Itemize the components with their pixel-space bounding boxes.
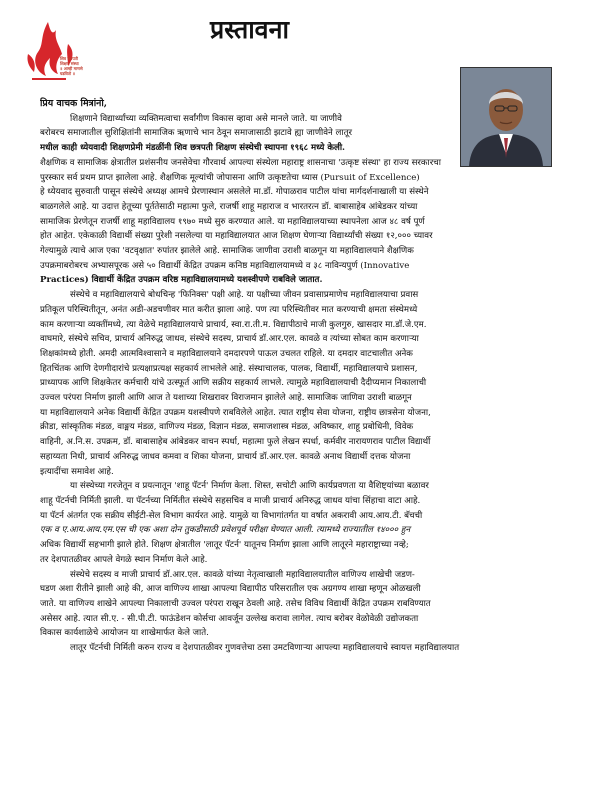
body-line: वाघमारे, संस्थेचे सचिव, प्राचार्य अनिरुद्ध जाधव, संस्थेचे सदस्य, प्राचार्य डॉ.आर.एल. कावळे व त्यांच्या सोबत काम करणाऱ्या xyxy=(40,334,419,345)
body-line: प्रतिकूल परिस्थितीतून, अनंत अडी-अडचणीवर मात करीत झाला आहे. पण त्या परिस्थितीवर मात करण्याची क्षमता संस्थेमध्ये xyxy=(40,304,418,315)
body-line: असेसर आहे. त्यात सी.ए. - सी.पी.टी. फाऊंडेशन कोर्सचा आवर्जून उल्लेख करावा लागेल. त्याच बरोबर वेळोवेळी उद्योजकता xyxy=(40,613,419,624)
body-line: इत्यादींचा समावेश आहे. xyxy=(40,466,114,477)
body-line: एक व ए.आय.आय.एम.एस ची एक अशा दोन तुकडीसाठी प्रवेशपूर्व परीक्षा घेण्यात आली. त्यामध्ये राज्यातील १४००० हुन xyxy=(40,525,411,536)
logo-caption-line: शिव छत्रपती xyxy=(60,56,78,61)
body-line: तर देशपातळीवर आपले वेगळे स्थान निर्माण केले आहे. xyxy=(40,554,208,565)
body-line: या महाविद्यालयाने अनेक विद्यार्थी केंद्रित उपक्रम यशस्वीपणे राबविलेले आहेत. त्यात राष्ट्रीय सेवा योजना, राष्ट्रीय छात्रसेना योजना, xyxy=(40,407,431,418)
body-line: उज्वल परंपरा निर्माण झाली आणि आज ते यशाच्या शिखरावर विराजमान झालेले आहे. सामाजिक जाणिवा उराशी बाळगून xyxy=(40,393,412,404)
body-line: प्राध्यापक आणि शिक्षकेतर कर्मचारी यांचे उत्स्फूर्त आणि सक्रीय सहकार्य लाभले. त्यामुळे महाविद्यालयाची दैदीप्यमान निकालाची xyxy=(40,378,427,389)
body-line: उपक्रमाबरोबरच अभ्यासपूरक असे ५० विद्यार्थी केंद्रित उपक्रम कनिष्ठ महाविद्यालयामध्ये व ३८ नाविन्यपुर्ण (Innovative xyxy=(40,260,410,271)
body-line: संस्थेचे व महाविद्यालयाचे बोधचिन्ह 'फिनिक्स' पक्षी आहे. या पक्षीच्या जीवन प्रवासाप्रमाणेच महाविद्यालयाचा प्रवास xyxy=(70,290,419,301)
body-line: घडण अशा रीतीने झाली आहे की, आज वाणिज्य शाखा आपल्या विद्यापीठ परिसरातील एक अग्रगण्य शाखा म्हणून ओळखली xyxy=(40,584,421,595)
body-line: गेल्यामुळे त्याचे आज एका 'वटवृक्षात' रुपांतर झालेले आहे. सामाजिक जाणीवा उराशी बाळगून या महाविद्यालयाने शैक्षणिक xyxy=(40,246,414,257)
body-line: सामाजिक प्रेरणेतून राजर्षी शाहू महाविद्यालय १९७० मध्ये सुरु करण्यात आले. या महाविद्यालयाच्या स्थापनेला आज ४८ वर्ष पूर्ण xyxy=(40,216,425,227)
body-line: बरोबरच समाजातील सुशिक्षितांनी सामाजिक ऋणाचे भान ठेवून समाजासाठी झटावे ह्या जाणीवेने लातूर xyxy=(40,128,353,139)
body-line: शाहू पॅटर्नची निर्मिती झाली. या पॅटर्नच्या निर्मितीत संस्थेचे सहसचिव व माजी प्राचार्य अनिरुद्ध जाधव यांचा सिंहाचा वाटा आहे. xyxy=(40,495,421,506)
body-line: हितचिंतक आणि देणगीदारांचे प्रत्यक्षाप्रत्यक्ष सहकार्य लाभलेले आहे. संस्थाचालक, पालक, विद्यार्थी, महाविद्यालयाचे प्रशासन, xyxy=(40,363,418,374)
body-line: शिक्षकांमध्ये होती. अमदी आत्मविश्वासाने व महाविद्यालयाने दमदारपणे पाऊल उचलत राहिले. या दमदार वाटचालीत अनेक xyxy=(40,348,413,359)
body-line: होत आहेत. एकेकाळी विद्यार्थी संख्या पुरेशी नसलेल्या या महाविद्यालयात आज शिक्षण घेणाऱ्या विद्यार्थ्यांची संख्या १२,००० च्यावर xyxy=(40,231,433,242)
body-line: सहाय्यता निधी, प्राचार्य अनिरुद्ध जाधव कमवा व शिका योजना, प्राचार्य डॉ.आर.एल. कावळे अनाथ विद्यार्थी दत्तक योजना xyxy=(40,451,411,462)
body-line: काम करणाऱ्या व्यक्तींमध्ये, त्या वेळेचे महाविद्यालयाचे प्राचार्य, स्वा.रा.ती.म. विद्यापीठाचे माजी कुलगुरु, खासदार मा.डॉ.जे.एम. xyxy=(40,319,427,330)
phoenix-flame-icon xyxy=(18,14,88,92)
body-line: संस्थेचे सदस्य व माजी प्राचार्य डॉ.आर.एल. कावळे यांच्या नेतृत्वाखाली महाविद्यालयातील वाणिज्य शाखेची जडण- xyxy=(70,569,415,580)
body-line: अधिक विद्यार्थी सहभागी झाले होते. शिक्षण क्षेत्रातील 'लातूर पॅटर्न' यातूनच निर्माण झाला आणि लातूरने महाराष्ट्राच्या नव्हे; xyxy=(40,540,409,551)
preface-body xyxy=(40,97,576,656)
body-line: क्रीडा, सांस्कृतिक मंडळ, वाङ्मय मंडळ, वाणिज्य मंडळ, विज्ञान मंडळ, समाजशास्त्र मंडळ, अविष्कार, शाहू प्रबोधिनी, विवेक xyxy=(40,422,414,433)
body-line: शिक्षणाने विद्यार्थ्यांच्या व्यक्तिमत्वाचा सर्वांगीण विकास व्हावा असे मानले जाते. या जाणीवे xyxy=(70,113,342,124)
body-line: या पॅटर्न अंतर्गत एक सक्रीय सीईटी-सेल विभाग कार्यरत आहे. यामुळे या विभागांतर्गत या वर्षात अकरावी आय.आय.टी. बॅचची xyxy=(40,510,423,521)
page-title: प्रस्तावना xyxy=(210,15,289,44)
body-line: जाते. या वाणिज्य शाखेने आपल्या निकालाची उज्वल परंपरा राखून ठेवली आहे. तसेच विविध विद्यार्थी केंद्रित उपक्रम राबविण्यात xyxy=(40,598,431,609)
body-line: वाहिनी, अ.नि.स. उपक्रम, डॉ. बाबासाहेब आंबेडकर वाचन स्पर्धा, महात्मा फुले लेखन स्पर्धा, कर्मवीर नारायणराव पाटील विद्यार्थी xyxy=(40,437,431,448)
institution-logo xyxy=(18,14,88,92)
body-line: पुरस्कार सर्व प्रथम प्राप्त झालेला आहे. शैक्षणिक मूल्यांची जोपासना आणि उत्कृष्टतेचा ध्यास (Pursuit of Excellence) xyxy=(40,172,420,183)
logo-caption xyxy=(60,56,94,76)
body-line: शैक्षणिक व सामाजिक क्षेत्रातील प्रशंसनीय जनसेवेचा गौरवार्थ आपल्या संस्थेला महाराष्ट्र शासनाचा 'उत्कृष्ट संस्था' हा राज्य सरकारचा xyxy=(40,157,441,168)
body-line: या संस्थेच्या गरजेतून व प्रयत्नातून 'शाहू पॅटर्न' निर्माण केला. शिस्त, सचोटी आणि कार्यप्रवणता या वैशिष्ट्यांच्या बळावर xyxy=(70,481,429,492)
logo-caption-line: शिक्षण संस्था xyxy=(60,61,79,66)
logo-caption-motto: ॥ आम्ही माणसे घडवितो ॥ xyxy=(60,66,83,76)
body-line: Practices) विद्यार्थी केंद्रित उपक्रम वरिष्ठ महाविद्यालयामध्ये यशस्वीपणे राबविले जातात. xyxy=(40,275,323,286)
body-line: बाळगलेले आहे. या उदात्त हेतूच्या पूर्ततेसाठी महात्मा फुले, राजर्षी शाहू महाराज व भारतरत्न डॉ. बाबासाहेब आंबेडकर यांच्या xyxy=(40,201,418,212)
body-line: हे ध्येयवाद सुरुवाती पासून संस्थेचे अध्यक्ष आमचे प्रेरणास्थान असलेले मा.डॉ. गोपाळराव पाटील यांचा मार्गदर्शनाखाली या संस्थेने xyxy=(40,187,429,198)
body-line: विकास कार्यशाळेचे आयोजन या शाखेमार्फत केले जाते. xyxy=(40,628,209,639)
body-line: लातूर पॅटर्नची निर्मिती करुन राज्य व देशपातळीवर गुणवत्तेचा ठसा उमटविणाऱ्या आपल्या महाविद्यालयाचे स्वायत्त महाविद्यालयात xyxy=(70,643,460,654)
body-line: मधील काही ध्येयवादी शिक्षणप्रेमी मंडळींनी शिव छत्रपती शिक्षण संस्थेची स्थापना १९६८ मध्ये केली. xyxy=(40,143,346,154)
salutation: प्रिय वाचक मित्रांनो, xyxy=(40,98,108,109)
